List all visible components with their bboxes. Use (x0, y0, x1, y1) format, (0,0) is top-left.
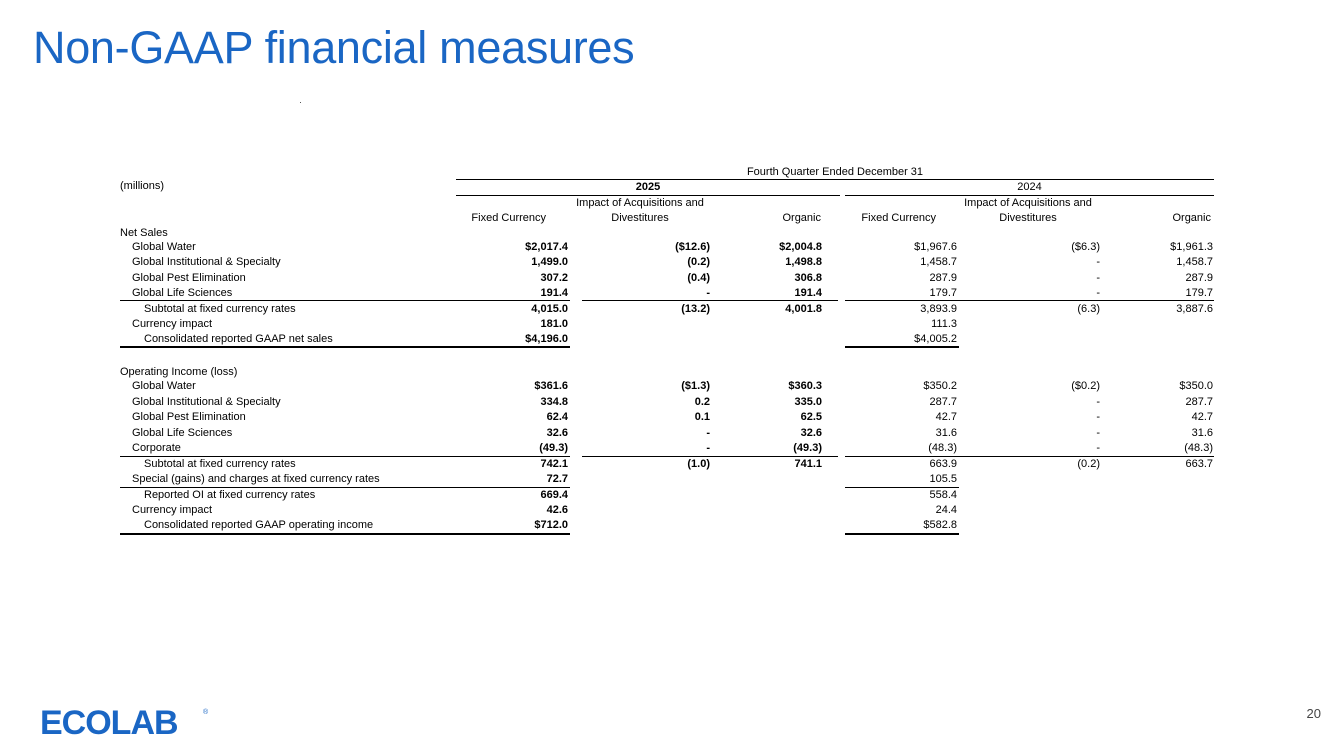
year-2025-header: 2025 (635, 181, 661, 193)
svg-text:®: ® (203, 709, 209, 716)
table-rule (845, 487, 959, 488)
cell-fixed-2025: 181.0 (540, 318, 568, 330)
table-rule (456, 456, 570, 457)
period-header: Fourth Quarter Ended December 31 (746, 166, 924, 178)
cell-fixed-2024: 287.9 (929, 272, 957, 284)
row-label: Global Life Sciences (132, 427, 233, 439)
cell-impact-2025: (0.4) (687, 272, 710, 284)
cell-organic-2025: 1,498.8 (785, 256, 822, 268)
cell-impact-2025: ($1.3) (681, 380, 710, 392)
impact-header-2025-line1: Impact of Acquisitions and (576, 197, 704, 209)
cell-fixed-2025: $361.6 (534, 380, 568, 392)
cell-fixed-2024: 663.9 (929, 458, 957, 470)
ecolab-logo (40, 704, 212, 738)
cell-organic-2024: 42.7 (1191, 411, 1213, 423)
cell-fixed-2025: 1,499.0 (531, 256, 568, 268)
table-rule (456, 533, 570, 535)
table-rule (845, 456, 1214, 457)
cell-organic-2025: (49.3) (793, 442, 822, 454)
cell-impact-2024: - (1096, 396, 1100, 408)
fixed-header-2024: Fixed Currency (861, 212, 936, 224)
cell-fixed-2024: 42.7 (935, 411, 957, 423)
row-label: Currency impact (132, 318, 213, 330)
cell-impact-2024: - (1096, 272, 1100, 284)
cell-impact-2025: - (706, 287, 710, 299)
year-2024-header: 2024 (1017, 181, 1042, 193)
cell-fixed-2025: $2,017.4 (525, 241, 568, 253)
units-label: (millions) (120, 180, 164, 192)
slide-title: Non-GAAP financial measures (33, 22, 635, 73)
cell-fixed-2025: (49.3) (539, 442, 568, 454)
cell-fixed-2025: 72.7 (546, 473, 568, 485)
table-rule (582, 300, 838, 301)
cell-impact-2025: - (706, 427, 710, 439)
cell-fixed-2025: 334.8 (540, 396, 568, 408)
row-label: Subtotal at fixed currency rates (144, 458, 296, 470)
table-rule (845, 300, 1214, 301)
table-rule (845, 533, 959, 535)
cell-fixed-2024: $1,967.6 (914, 241, 957, 253)
row-label: Global Life Sciences (132, 287, 233, 299)
row-label: Global Pest Elimination (132, 411, 246, 423)
cell-fixed-2024: 558.4 (929, 489, 957, 501)
cell-organic-2024: 1,458.7 (1176, 256, 1213, 268)
cell-impact-2025: (1.0) (687, 458, 710, 470)
cell-organic-2024: 287.7 (1185, 396, 1213, 408)
cell-fixed-2024: 105.5 (929, 473, 957, 485)
cell-impact-2024: - (1096, 411, 1100, 423)
organic-header-2024: Organic (1172, 212, 1211, 224)
cell-fixed-2025: 32.6 (546, 427, 568, 439)
cell-fixed-2024: $350.2 (923, 380, 957, 392)
organic-header-2025: Organic (782, 212, 821, 224)
year-2024-rule (845, 195, 1214, 196)
impact-header-2024-line2: Divestitures (999, 212, 1057, 224)
cell-impact-2024: - (1096, 427, 1100, 439)
cell-fixed-2025: 669.4 (540, 489, 568, 501)
cell-fixed-2024: 31.6 (935, 427, 957, 439)
row-label: Net Sales (120, 227, 168, 239)
row-label: Global Pest Elimination (132, 272, 246, 284)
cell-fixed-2024: $582.8 (923, 519, 957, 531)
cell-impact-2024: - (1096, 287, 1100, 299)
stray-dot (300, 102, 301, 103)
cell-fixed-2024: $4,005.2 (914, 333, 957, 345)
row-label: Corporate (132, 442, 181, 454)
cell-fixed-2025: 4,015.0 (531, 303, 568, 315)
cell-fixed-2025: $4,196.0 (525, 333, 568, 345)
page-number: 20 (1306, 706, 1321, 721)
impact-header-2025-line2: Divestitures (611, 212, 669, 224)
cell-fixed-2025: 191.4 (540, 287, 568, 299)
cell-fixed-2024: 1,458.7 (920, 256, 957, 268)
cell-organic-2024: 287.9 (1185, 272, 1213, 284)
row-label: Global Water (132, 380, 196, 392)
row-label: Consolidated reported GAAP net sales (144, 333, 333, 345)
table-rule (456, 487, 570, 488)
row-label: Special (gains) and charges at fixed currency rates (132, 473, 380, 485)
row-label: Currency impact (132, 504, 213, 516)
cell-organic-2024: $350.0 (1179, 380, 1213, 392)
cell-fixed-2024: 3,893.9 (920, 303, 957, 315)
cell-impact-2024: - (1096, 256, 1100, 268)
cell-impact-2024: - (1096, 442, 1100, 454)
cell-organic-2024: (48.3) (1184, 442, 1213, 454)
cell-fixed-2025: 42.6 (546, 504, 568, 516)
cell-fixed-2024: 179.7 (929, 287, 957, 299)
row-label: Subtotal at fixed currency rates (144, 303, 296, 315)
cell-organic-2024: 3,887.6 (1176, 303, 1213, 315)
cell-impact-2025: (13.2) (681, 303, 710, 315)
cell-organic-2024: 31.6 (1191, 427, 1213, 439)
row-label: Global Water (132, 241, 196, 253)
cell-fixed-2025: 307.2 (540, 272, 568, 284)
cell-fixed-2024: 24.4 (935, 504, 957, 516)
cell-organic-2025: 741.1 (794, 458, 822, 470)
cell-fixed-2025: 62.4 (546, 411, 568, 423)
impact-header-2024-line1: Impact of Acquisitions and (964, 197, 1092, 209)
table-rule (845, 346, 959, 348)
cell-impact-2025: (0.2) (687, 256, 710, 268)
row-label: Global Institutional & Specialty (132, 396, 281, 408)
cell-organic-2024: $1,961.3 (1170, 241, 1213, 253)
row-label: Global Institutional & Specialty (132, 256, 281, 268)
cell-organic-2025: 62.5 (800, 411, 822, 423)
cell-fixed-2025: $712.0 (534, 519, 568, 531)
row-label: Reported OI at fixed currency rates (144, 489, 316, 501)
cell-organic-2025: 32.6 (800, 427, 822, 439)
row-label: Consolidated reported GAAP operating income (144, 519, 374, 531)
cell-impact-2025: - (706, 442, 710, 454)
period-header-rule (456, 179, 1214, 180)
cell-organic-2024: 663.7 (1185, 458, 1213, 470)
cell-organic-2025: 335.0 (794, 396, 822, 408)
cell-organic-2025: $360.3 (788, 380, 822, 392)
cell-impact-2024: ($6.3) (1071, 241, 1100, 253)
table-rule (582, 456, 838, 457)
cell-fixed-2025: 742.1 (540, 458, 568, 470)
cell-fixed-2024: 111.3 (931, 318, 957, 330)
cell-fixed-2024: (48.3) (928, 442, 957, 454)
cell-organic-2025: $2,004.8 (779, 241, 822, 253)
year-2025-rule (456, 195, 840, 196)
cell-impact-2025: 0.2 (694, 396, 710, 408)
cell-impact-2024: (6.3) (1077, 303, 1100, 315)
cell-impact-2024: ($0.2) (1071, 380, 1100, 392)
cell-impact-2024: (0.2) (1077, 458, 1100, 470)
cell-organic-2025: 306.8 (794, 272, 822, 284)
svg-text:ECOLAB: ECOLAB (40, 704, 178, 738)
cell-organic-2025: 191.4 (794, 287, 822, 299)
cell-organic-2025: 4,001.8 (785, 303, 822, 315)
cell-fixed-2024: 287.7 (929, 396, 957, 408)
table-rule (456, 346, 570, 348)
fixed-header-2025: Fixed Currency (471, 212, 546, 224)
row-label: Operating Income (loss) (120, 366, 238, 378)
cell-impact-2025: ($12.6) (675, 241, 710, 253)
table-rule (456, 300, 570, 301)
cell-impact-2025: 0.1 (694, 411, 710, 423)
cell-organic-2024: 179.7 (1185, 287, 1213, 299)
